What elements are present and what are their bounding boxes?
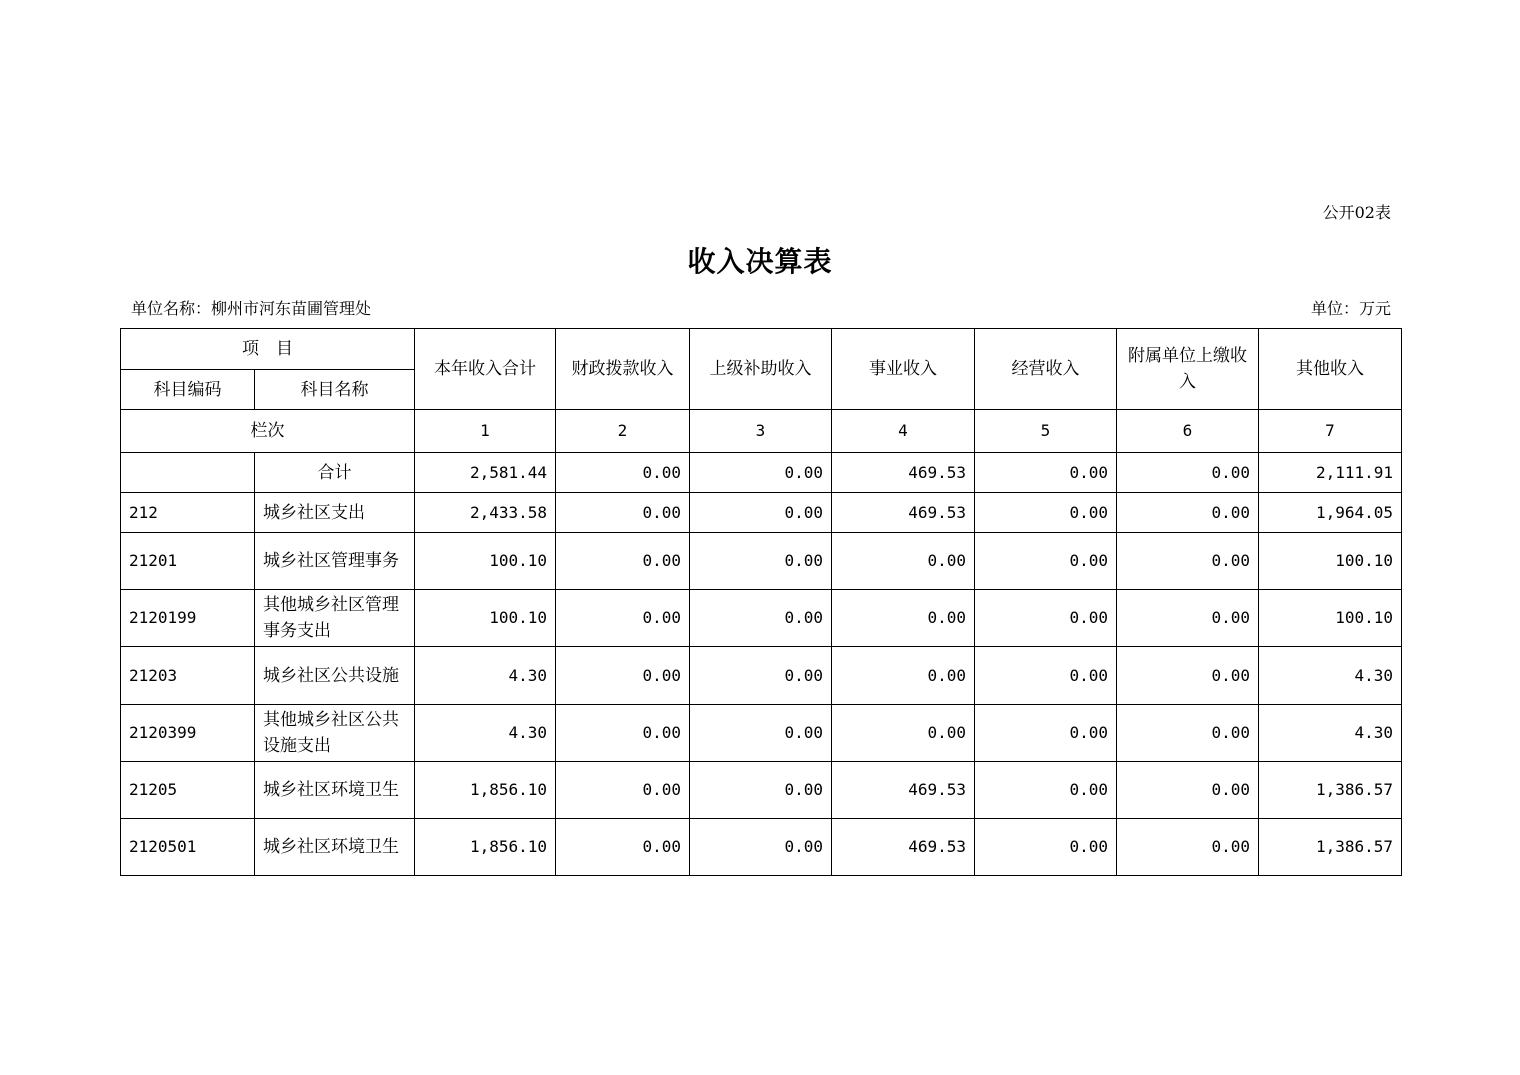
cell-value: 0.00 <box>975 493 1117 533</box>
cell-value: 0.00 <box>690 762 832 819</box>
income-table <box>120 328 1402 876</box>
name-header: 科目名称 <box>255 370 415 410</box>
table-row <box>121 705 1402 762</box>
form-number: 公开02表 <box>1322 203 1391 222</box>
cell-value: 0.00 <box>832 590 975 647</box>
cell-value: 1,856.10 <box>415 762 556 819</box>
table-row <box>121 647 1402 705</box>
cell-value: 0.00 <box>690 590 832 647</box>
cell-value: 0.00 <box>690 647 832 705</box>
col-header-total: 本年收入合计 <box>415 329 556 410</box>
cell-value: 0.00 <box>556 493 690 533</box>
cell-value: 0.00 <box>975 705 1117 762</box>
col-header-other: 其他收入 <box>1259 329 1402 410</box>
row-code: 21205 <box>121 762 255 819</box>
cell-value: 0.00 <box>832 647 975 705</box>
row-code: 2120399 <box>121 705 255 762</box>
col-number: 7 <box>1259 410 1402 453</box>
row-index-label: 栏次 <box>121 410 415 453</box>
row-code: 2120501 <box>121 819 255 876</box>
cell-value: 0.00 <box>1117 533 1259 590</box>
cell-value: 0.00 <box>1117 453 1259 493</box>
code-header: 科目编码 <box>121 370 255 410</box>
cell-value: 0.00 <box>556 819 690 876</box>
cell-value: 469.53 <box>832 762 975 819</box>
row-name: 合计 <box>255 453 415 493</box>
cell-value: 0.00 <box>832 533 975 590</box>
cell-value: 0.00 <box>975 819 1117 876</box>
cell-value: 2,433.58 <box>415 493 556 533</box>
row-code: 21201 <box>121 533 255 590</box>
cell-value: 4.30 <box>1259 705 1402 762</box>
col-header-affiliate: 附属单位上缴收入 <box>1117 329 1259 410</box>
cell-value: 469.53 <box>832 493 975 533</box>
cell-value: 0.00 <box>556 762 690 819</box>
col-number: 2 <box>556 410 690 453</box>
col-number: 3 <box>690 410 832 453</box>
cell-value: 0.00 <box>1117 590 1259 647</box>
row-name: 其他城乡社区管理事务支出 <box>255 590 415 647</box>
col-number: 6 <box>1117 410 1259 453</box>
row-name: 城乡社区环境卫生 <box>255 819 415 876</box>
row-code <box>121 453 255 493</box>
col-header-fiscal: 财政拨款收入 <box>556 329 690 410</box>
cell-value: 4.30 <box>415 647 556 705</box>
cell-value: 0.00 <box>690 705 832 762</box>
col-number: 1 <box>415 410 556 453</box>
row-code: 21203 <box>121 647 255 705</box>
cell-value: 0.00 <box>556 705 690 762</box>
cell-value: 100.10 <box>1259 533 1402 590</box>
row-name: 其他城乡社区公共设施支出 <box>255 705 415 762</box>
cell-value: 0.00 <box>690 493 832 533</box>
table-row <box>121 762 1402 819</box>
cell-value: 0.00 <box>690 533 832 590</box>
cell-value: 100.10 <box>415 533 556 590</box>
row-code: 212 <box>121 493 255 533</box>
col-header-superior-subsidy: 上级补助收入 <box>690 329 832 410</box>
cell-value: 0.00 <box>690 453 832 493</box>
table-row <box>121 590 1402 647</box>
cell-value: 1,386.57 <box>1259 819 1402 876</box>
table-row <box>121 533 1402 590</box>
cell-value: 0.00 <box>975 590 1117 647</box>
cell-value: 0.00 <box>690 819 832 876</box>
cell-value: 0.00 <box>1117 762 1259 819</box>
cell-value: 1,964.05 <box>1259 493 1402 533</box>
cell-value: 0.00 <box>1117 819 1259 876</box>
cell-value: 4.30 <box>415 705 556 762</box>
cell-value: 4.30 <box>1259 647 1402 705</box>
project-header: 项 目 <box>121 329 415 370</box>
row-name: 城乡社区环境卫生 <box>255 762 415 819</box>
col-number: 5 <box>975 410 1117 453</box>
table-row <box>121 819 1402 876</box>
row-name: 城乡社区公共设施 <box>255 647 415 705</box>
cell-value: 0.00 <box>975 762 1117 819</box>
cell-value: 0.00 <box>975 533 1117 590</box>
col-header-business: 事业收入 <box>832 329 975 410</box>
row-name: 城乡社区管理事务 <box>255 533 415 590</box>
cell-value: 1,856.10 <box>415 819 556 876</box>
row-code: 2120199 <box>121 590 255 647</box>
cell-value: 0.00 <box>556 533 690 590</box>
cell-value: 1,386.57 <box>1259 762 1402 819</box>
cell-value: 100.10 <box>1259 590 1402 647</box>
row-name: 城乡社区支出 <box>255 493 415 533</box>
cell-value: 0.00 <box>556 590 690 647</box>
cell-value: 2,111.91 <box>1259 453 1402 493</box>
col-header-operating: 经营收入 <box>975 329 1117 410</box>
cell-value: 0.00 <box>1117 647 1259 705</box>
cell-value: 0.00 <box>975 647 1117 705</box>
header-row-1 <box>121 329 1402 370</box>
column-number-row <box>121 410 1402 453</box>
cell-value: 0.00 <box>975 453 1117 493</box>
cell-value: 0.00 <box>1117 493 1259 533</box>
cell-value: 2,581.44 <box>415 453 556 493</box>
cell-value: 0.00 <box>556 647 690 705</box>
cell-value: 469.53 <box>832 819 975 876</box>
cell-value: 0.00 <box>832 705 975 762</box>
cell-value: 469.53 <box>832 453 975 493</box>
cell-value: 100.10 <box>415 590 556 647</box>
cell-value: 0.00 <box>1117 705 1259 762</box>
page-title: 收入决算表 <box>687 245 833 278</box>
cell-value: 0.00 <box>556 453 690 493</box>
table-row <box>121 453 1402 493</box>
table-row <box>121 493 1402 533</box>
unit-name: 单位名称：柳州市河东苗圃管理处 <box>131 299 372 318</box>
col-number: 4 <box>832 410 975 453</box>
currency-unit: 单位：万元 <box>1310 299 1391 318</box>
